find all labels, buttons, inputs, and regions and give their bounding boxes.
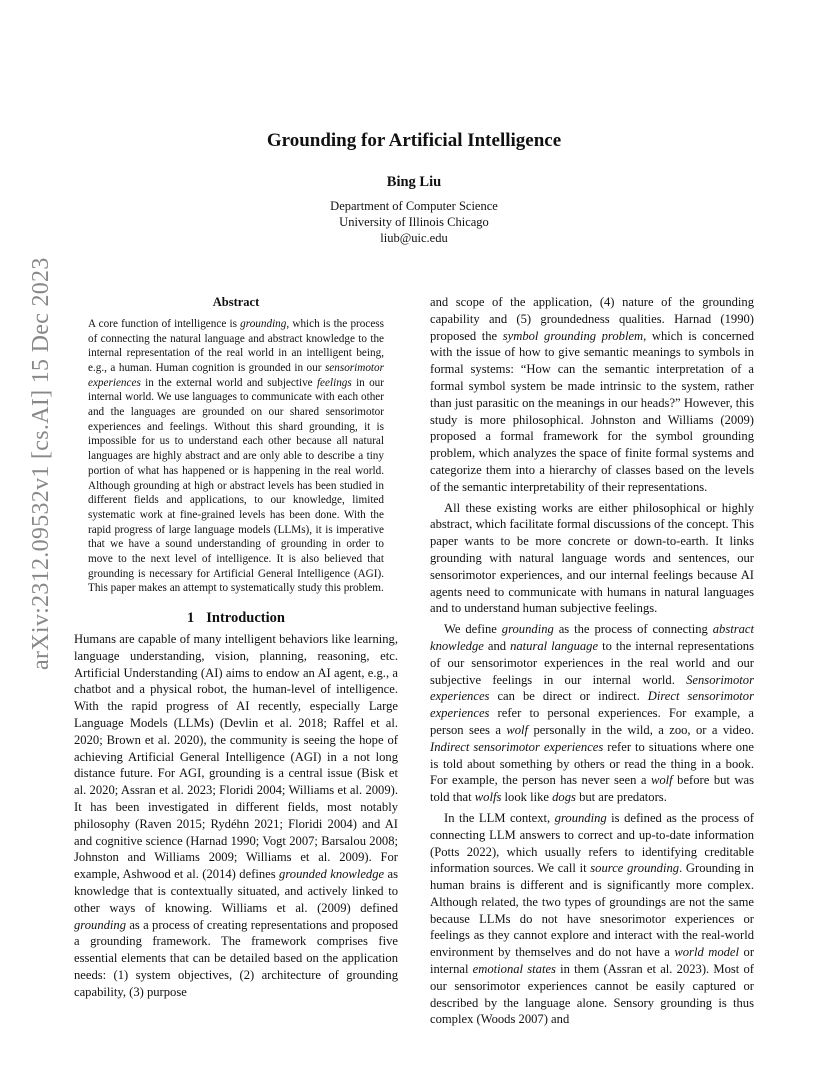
university: University of Illinois Chicago bbox=[339, 215, 489, 229]
left-column bbox=[74, 294, 398, 1000]
department: Department of Computer Science bbox=[330, 199, 498, 213]
paragraph-existing-works: All these existing works are either philosophical or highly abstract, which facilitate formal discussions of the concept. This paper wants to be more concrete or down-to-earth. It links grounding with natural language words and sentences, our sensorimotor experiences, and our internal feelings because AI agents need to communicate with humans in natural languages and to understand human subjective feelings. bbox=[430, 500, 754, 616]
author-name: Bing Liu bbox=[386, 174, 442, 190]
affiliation bbox=[0, 198, 828, 246]
paragraph-llm-context: In the LLM context, grounding is defined as the process of connecting LLM answers to correct and up-to-date information (Potts 2022), which usually refers to identifying creditable information sources. We call it source grounding. Grounding in human brains is different and is significantly more complex. Although related, the two types of groundings are not the same because LLMs do not have snesorimotor experiences or feelings as they cannot explore and interact with the real-world environment by themselves and do not have a world model or internal emotional states in them (Assran et al. 2023). Most of our sensorimotor experiences cannot be easily captured or described by the language alone. Sensory grounding is thus complex (Woods 2007) and bbox=[430, 810, 755, 1027]
intro-paragraph: Humans are capable of many intelligent behaviors like learning, language understanding, vision, planning, reasoning, etc. Artificial Understanding (AI) aims to endow an AI agent, e.g., a chatbot and a physical robot, the human-level of intelligence. With the rapid progress of AI recently, especially Large Language Models (LLMs) (Devlin et al. 2018; Raffel et al. 2020; Brown et al. 2020), the community is seeing the hope of achieving Artificial General Intelligence (AGI) in a not long distance future. For AGI, grounding is a central issue (Bisk et al. 2020; Assran et al. 2023; Floridi 2004; Williams et al. 2009). It has been investigated in different fields, most notably philosophy (Raven 2015; Rydéhn 2021; Floridi 2004) and AI and cognitive science (Harnad 1990; Vogt 2007; Barsalou 2008; Johnston and Williams 2009; Williams et al. 2009). For example, Ashwood et al. (2014) defines grounded knowledge as knowledge that is contextually situated, and actively linked to other ways of knowing. Williams et al. (2009) defined grounding as a process of creating representations and proposed a grounding framework. The framework comprises five essential elements that can be detailed based on the application needs: (1) system objectives, (2) architecture of grounding capability, (3) purpose bbox=[74, 631, 398, 999]
abstract-text: A core function of intelligence is grounding, which is the process of connecting the natural language and abstract knowledge to the internal representation of the real world in an intelligent being, e.g., a human. Human cognition is grounded in our sensorimotor experiences in the external world and subjective feelings in our internal world. We use languages to communicate with each other and the languages are grounded on our shared sensorimotor experiences and feelings. Without this shard grounding, it is impossible for us to understand each other because all natural languages are highly abstract and are only able to describe a tiny portion of what has happened or is happening in the real world. Although grounding at high or abstract levels has been studied in different fields and applications, to our knowledge, limited systematic work at fine-grained levels has been done. With the rapid progress of large language models (LLMs), it is imperative that we have a sound understanding of grounding in order to move to the next level of intelligence. It is also believed that grounding is necessary for Artificial General Intelligence (AGI). This paper makes an attempt to systematically study this problem. bbox=[88, 317, 384, 595]
abstract-heading: Abstract bbox=[212, 295, 260, 309]
section-heading: 1 Introduction bbox=[187, 610, 285, 627]
arxiv-stamp: arXiv:2312.09532v1 [cs.AI] 15 Dec 2023 bbox=[28, 257, 54, 670]
paragraph-definition: We define grounding as the process of connecting abstract knowledge and natural language to the internal representations of our sensorimotor experiences in the real world and our subjective feelings in our internal world. Sensorimotor experiences can be direct or indirect. Direct sensorimotor experiences refer to personal experiences. For example, a person sees a wolf personally in the wild, a zoo, or a video. Indirect sensorimotor experiences refer to situations where one is told about something by others or read the thing in a book. For example, the person has never seen a wolf before but was told that wolfs look like dogs but are predators. bbox=[430, 622, 755, 805]
right-column bbox=[430, 294, 754, 1028]
paper-title: Grounding for Artificial Intelligence bbox=[266, 130, 562, 151]
email: liub@uic.edu bbox=[380, 231, 448, 245]
paragraph-continued: and scope of the application, (4) nature of the grounding capability and (5) groundedness qualities. Harnad (1990) proposed the symbol grounding problem, which is concerned with the issue of how to give semantic meanings to symbols in formal systems: “How can the semantic interpretation of a formal symbol system be made intrinsic to the system, rather than just parasitic on the meanings in our heads?” However, this study is more philosophical. Johnston and Williams (2009) proposed a formal framework for the symbol grounding problem, which analyzes the space of finite formal systems and categorize them into a hierarchy of classes based on the levels of the semantic interpretability of their representations. bbox=[430, 295, 754, 494]
